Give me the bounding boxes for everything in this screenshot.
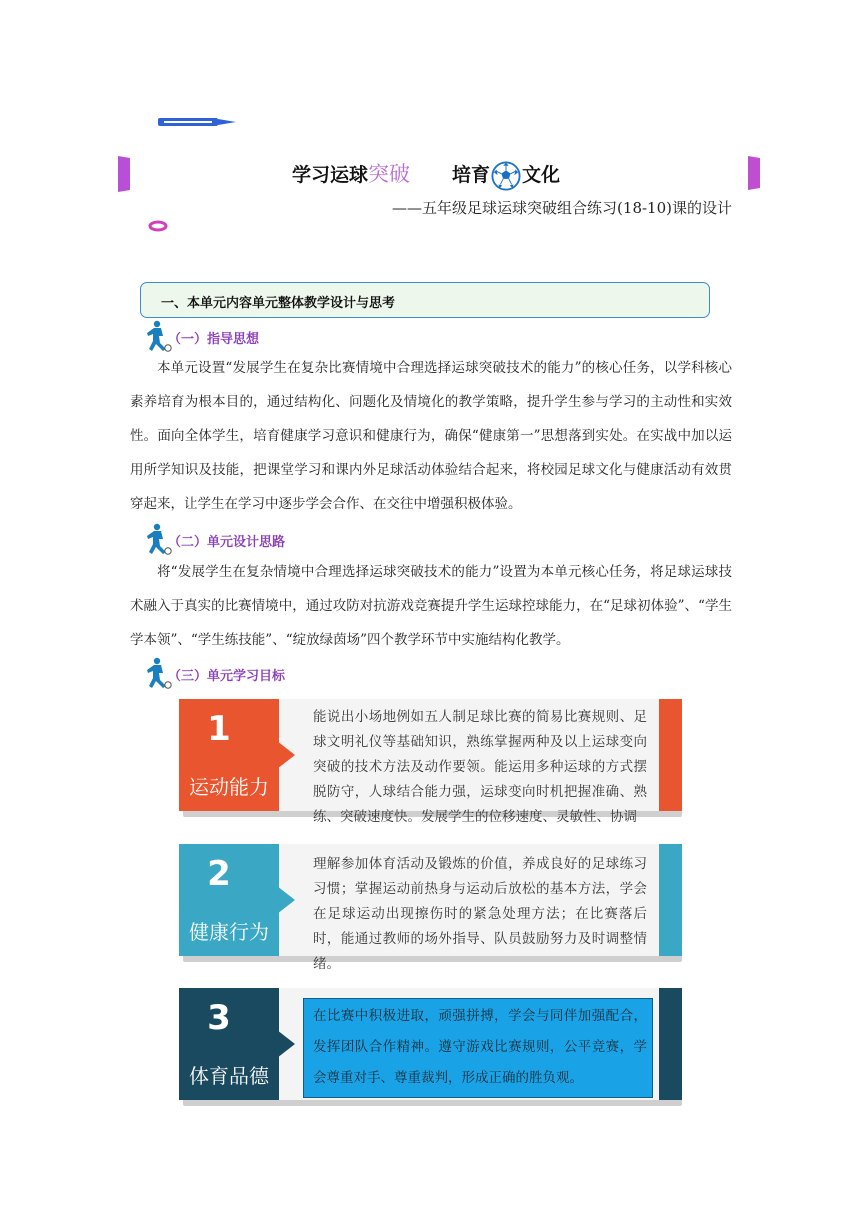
objective-badge: 1 运动能力: [179, 699, 279, 811]
paragraph-design-idea: 将“发展学生在复杂情境中合理选择运球突破技术的能力”设置为本单元核心任务，将足球运球技术融入于真实的比赛情境中，通过攻防对抗游戏竞赛提升学生运球控球能力，在“足球初体验”、“学生学本领”、“学生练技能”、“绽放绿茵场”四个教学环节中实施结构化教学。: [130, 564, 732, 648]
objective-badge: 3 体育品德: [179, 988, 279, 1100]
objective-badge: 2 健康行为: [179, 844, 279, 956]
paragraph-guiding-idea: 本单元设置“发展学生在复杂比赛情境中合理选择运球突破技术的能力”的核心任务，以学科核心素养培育为根本目的，通过结构化、问题化及情境化的教学策略，提升学生参与学习的主动性和实效性。面向全体学生，培育健康学习意识和健康行为，确保“健康第一”思想落到实处。在实战中加以运用所学知识及技能，把课堂学习和课内外足球活动体验结合起来，将校园足球文化与健康活动有效贯穿起来，让学生在学习中逐步学会合作、在交往中增强积极体验。: [130, 360, 732, 512]
section-heading: 一、本单元内容单元整体教学设计与思考: [161, 296, 396, 311]
objective-text: 理解参加体育活动及锻炼的价值，养成良好的足球练习习惯；掌握运动前热身与运动后放松的基本方法，学会在足球运动出现擦伤时的紧急处理方法；在比赛落后时，能通过教师的场外指导、队员鼓励努力及时调整情绪。: [313, 856, 647, 972]
soccer-ball-icon: [491, 161, 521, 191]
objective-text: 能说出小场地例如五人制足球比赛的简易比赛规则、足球文明礼仪等基础知识，熟练掌握两种及以上运球变向突破的技术方法及动作要领。能运用多种运球的方式摆脱防守，人球结合能力强，运球变向时机把握准确、熟练、突破速度快。发展学生的位移速度、灵敏性、协调: [313, 709, 647, 825]
objective-body: [279, 699, 659, 825]
objective-text: 在比赛中积极进取，顽强拼搏，学会与同伴加强配合，发挥团队合作精神。遵守游戏比赛规则，公平竞赛，学会尊重对手、尊重裁判，形成正确的胜负观。: [313, 1008, 647, 1086]
objective-body: [279, 988, 659, 1100]
objective-card-1: [179, 699, 682, 825]
objective-card-2: [179, 844, 682, 972]
section-heading-box: [140, 282, 710, 318]
objective-body: [279, 844, 659, 972]
page-subtitle: ——五年级足球运球突破组合练习(18-10)课的设计: [392, 199, 732, 217]
page-title: 学习运球突破 培育 文化: [292, 158, 560, 191]
objective-card-3: [179, 988, 682, 1104]
